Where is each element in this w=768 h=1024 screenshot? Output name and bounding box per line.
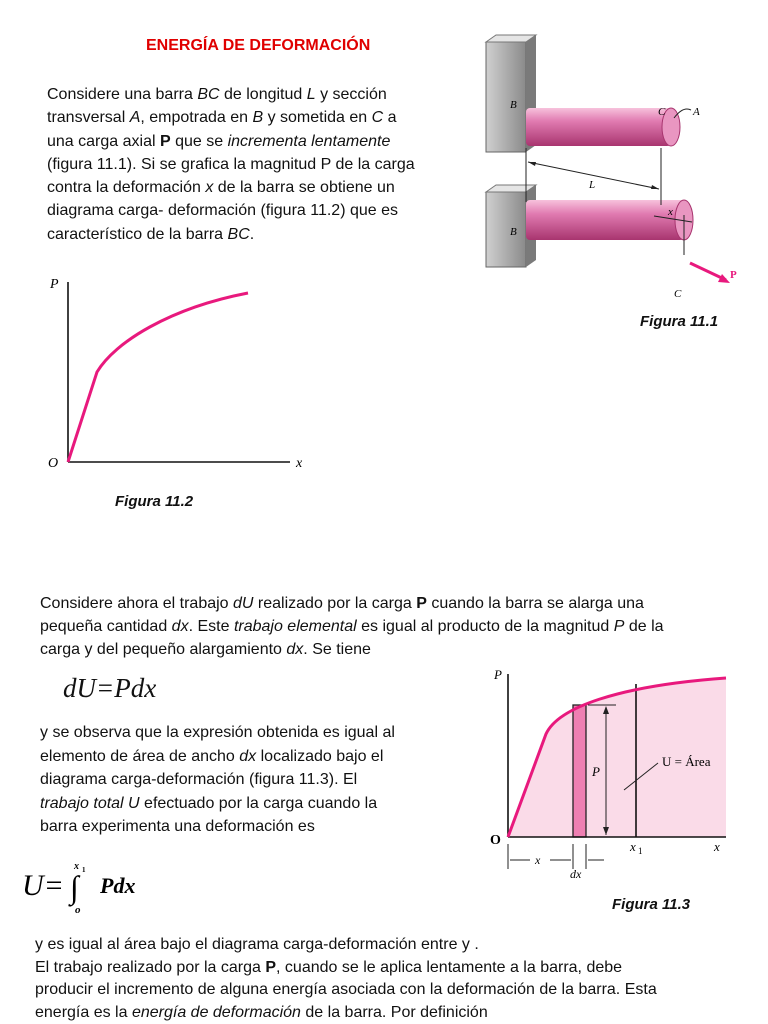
x1-sub-label: 1 — [638, 846, 643, 856]
figure-11-1-bars — [478, 30, 748, 305]
paragraph-intro — [47, 83, 467, 246]
bar-top — [526, 108, 671, 146]
text-line: energía es la energía de deformación de la barra. Por definición — [35, 1003, 488, 1021]
integral-expression — [22, 860, 202, 920]
text-line: y es igual al área bajo el diagrama carga-deformación entre y . — [35, 936, 479, 953]
integral-integrand: Pdx — [100, 873, 136, 898]
load-curve — [68, 293, 248, 462]
area-label: U = Área — [662, 754, 711, 769]
text-line: pequeña cantidad dx. Este trabajo elemental es igual al producto de la magnitud P de la — [40, 618, 664, 635]
integral-upper-sub: 1 — [82, 866, 86, 874]
axis-label-p: P — [50, 277, 59, 292]
equation-integral — [22, 860, 202, 925]
axis-label-x: x — [296, 456, 303, 471]
figure-11-1-caption: Figura 11.1 — [640, 313, 719, 330]
area-strip-dx — [573, 705, 586, 837]
wall-bottom — [486, 192, 526, 267]
equation-du: dU=Pdx — [63, 673, 157, 703]
figure-11-3-graph — [486, 664, 748, 884]
origin-label: O — [490, 833, 501, 848]
text-line: Considere una barra BC de longitud L y sección — [47, 86, 387, 103]
label-a: A — [693, 106, 700, 118]
origin-label: O — [48, 456, 59, 471]
label-l: L — [589, 179, 596, 191]
text-line: El trabajo realizado por la carga P, cuando se le aplica lentamente a la barra, debe — [35, 958, 623, 976]
x1-label: x — [630, 839, 636, 854]
label-b-bottom: B — [510, 226, 517, 238]
bar-bottom — [526, 200, 684, 240]
integral-lower: o — [75, 904, 81, 916]
integral-lhs: U= — [22, 869, 64, 902]
text-line: carga y del pequeño alargamiento dx. Se tiene — [40, 641, 371, 658]
label-c-top: C — [658, 106, 666, 118]
integral-sign: ∫ — [70, 869, 79, 905]
x-dim-label: x — [535, 853, 541, 867]
wall-top — [486, 42, 526, 152]
axis-label-x: x — [714, 839, 720, 854]
label-p-force: P — [730, 269, 737, 281]
text-line: transversal A, empotrada en B y sometida en C a — [47, 109, 397, 127]
text-line: trabajo total U efectuado por la carga cuando la — [40, 794, 378, 812]
text-line: Considere ahora el trabajo dU realizado por la carga P cuando la barra se alarga una — [40, 595, 644, 612]
paragraph-area — [40, 721, 460, 839]
text-line: diagrama carga- deformación (figura 11.2) que es — [47, 202, 398, 220]
page-title: ENERGÍA DE DEFORMACIÓN — [146, 37, 371, 54]
paragraph-work — [40, 592, 745, 661]
figure-11-3-caption: Figura 11.3 — [612, 896, 691, 913]
label-x: x — [668, 206, 673, 218]
text-line: contra la deformación x de la barra se obtiene un — [47, 179, 395, 197]
text-line: característico de la barra BC. — [47, 225, 255, 243]
figure-11-2-graph — [40, 270, 320, 475]
text-line: barra experimenta una deformación es — [40, 818, 315, 835]
paragraph-energy — [35, 934, 745, 1024]
label-b-top: B — [510, 99, 517, 111]
text-line: elemento de área de ancho dx localizado bajo el — [40, 747, 384, 765]
integral-upper: x — [74, 861, 79, 872]
text-line: producir el incremento de alguna energía asociada con la deformación de la barra. Esta — [35, 981, 657, 998]
text-line: (figura 11.1). Si se grafica la magnitud P de la carga — [47, 155, 415, 173]
figure-11-2-caption: Figura 11.2 — [115, 493, 194, 510]
p-inner-label: P — [592, 764, 600, 779]
text-line: y se observa que la expresión obtenida es igual al — [40, 724, 395, 741]
text-line: una carga axial P que se incrementa lentamente — [47, 132, 391, 150]
label-c-bottom: C — [674, 288, 682, 300]
axis-label-p: P — [494, 667, 502, 682]
text-line: diagrama carga-deformación (figura 11.3). El — [40, 771, 358, 788]
dx-label: dx — [570, 867, 582, 881]
